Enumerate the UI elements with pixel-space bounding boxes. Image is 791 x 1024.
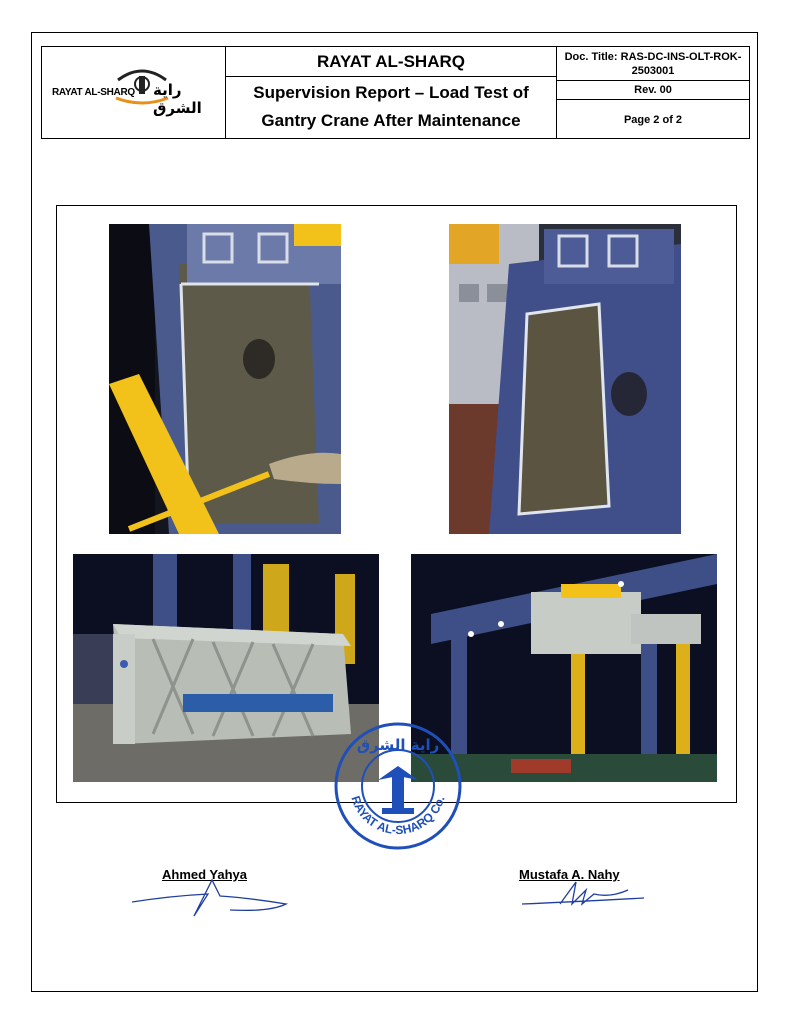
signature-name-right: Mustafa A. Nahy <box>519 867 620 882</box>
stamp-text-en-path: RAYAT AL-SHARQ Co. <box>348 793 448 838</box>
title-cell <box>226 47 557 139</box>
report-title-line2: Gantry Crane After Maintenance <box>261 111 521 130</box>
meta-cell <box>557 47 750 139</box>
report-title <box>226 77 556 137</box>
signature-right-icon <box>520 876 650 910</box>
photo-weld-repair-left <box>109 224 341 534</box>
report-title-line1: Supervision Report – Load Test of <box>253 83 529 102</box>
logo-text-ar: راية الشرق <box>153 81 202 117</box>
company-stamp-icon <box>332 720 464 852</box>
signature-left-icon <box>130 876 290 920</box>
doc-title <box>557 47 749 81</box>
logo-cell <box>42 47 226 139</box>
logo-text-en: RAYAT AL-SHARQ <box>52 87 135 98</box>
signature-name-left: Ahmed Yahya <box>162 867 248 882</box>
doc-title-line1: Doc. Title: RAS-DC-INS-OLT-ROK- <box>564 51 742 63</box>
document-header <box>41 46 750 139</box>
revision: Rev. 00 <box>557 81 749 100</box>
page-number: Page 2 of 2 <box>623 114 683 126</box>
photo-weld-repair-right <box>449 224 681 534</box>
photo-box <box>56 205 737 803</box>
company-name: RAYAT AL-SHARQ <box>226 48 556 77</box>
doc-title-line2: 2503001 <box>631 65 675 77</box>
stamp-text-ar: راية الشرق <box>356 736 440 754</box>
